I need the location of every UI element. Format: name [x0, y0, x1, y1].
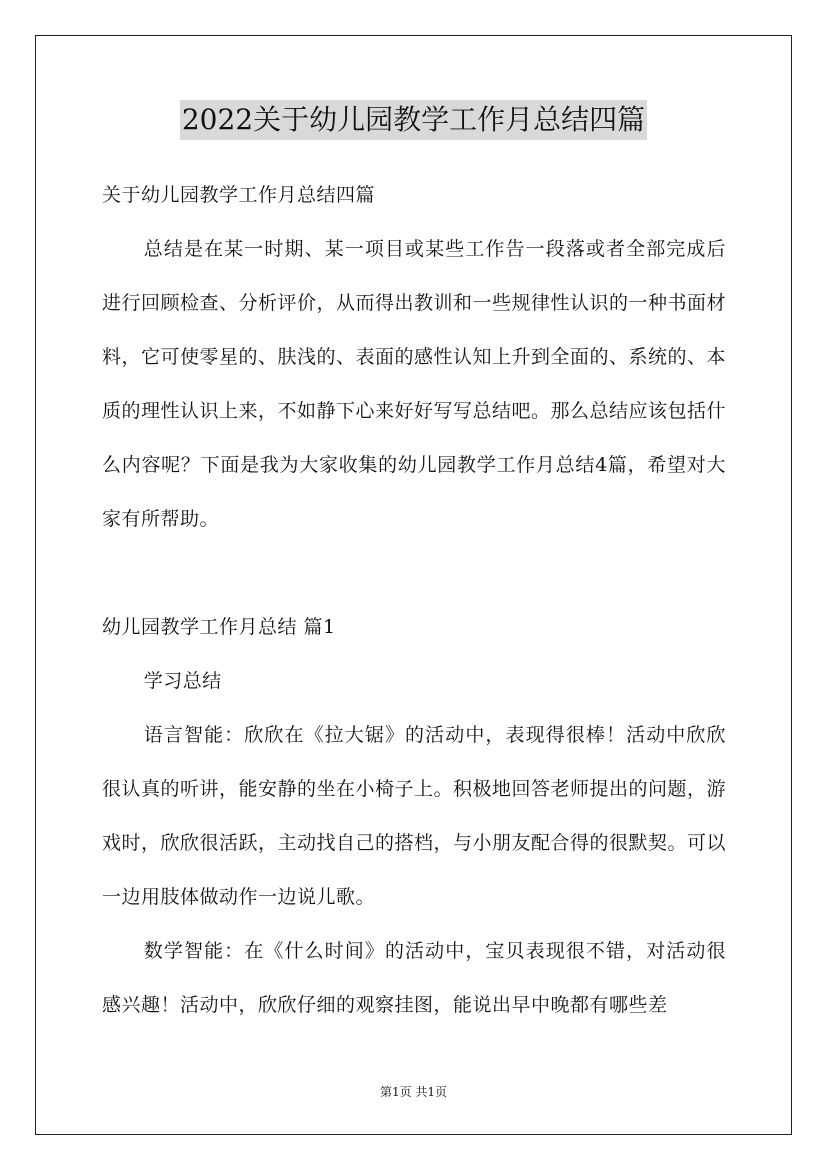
intro-paragraph: 总结是在某一时期、某一项目或某些工作告一段落或者全部完成后进行回顾检查、分析评价，从而得出教训和一些规律性认识的一种书面材料，它可使零星的、肤浅的、表面的感性认知上升到全面的、系统的、本质的理性认识上来，不如静下心来好好写写总结吧。那么总结应该包括什么内容呢？下面是我为大家收集的幼儿园教学工作月总结4篇，希望对大家有所帮助。 [102, 238, 727, 530]
section-subheading: 学习总结 [143, 670, 222, 692]
section-heading: 幼儿园教学工作月总结 篇1 [102, 616, 336, 638]
document-subtitle: 关于幼儿园教学工作月总结四篇 [102, 184, 376, 206]
page-footer: 第1页 共1页 [379, 1085, 448, 1099]
language-paragraph: 语言智能：欣欣在《拉大锯》的活动中，表现得很棒！活动中欣欣很认真的听讲，能安静的坐在小椅子上。积极地回答老师提出的问题，游戏时，欣欣很活跃，主动找自己的搭档，与小朋友配合得的很默契。可以一边用肢体做动作一边说儿歌。 [102, 724, 727, 908]
paragraph-gap [102, 546, 726, 600]
math-paragraph: 数学智能：在《什么时间》的活动中，宝贝表现很不错，对活动很感兴趣！活动中，欣欣仔细的观察挂图，能说出早中晚都有哪些差 [102, 940, 726, 1016]
title-container [0, 100, 827, 140]
document-title: 2022关于幼儿园教学工作月总结四篇 [180, 100, 647, 140]
document-body [102, 168, 726, 1032]
